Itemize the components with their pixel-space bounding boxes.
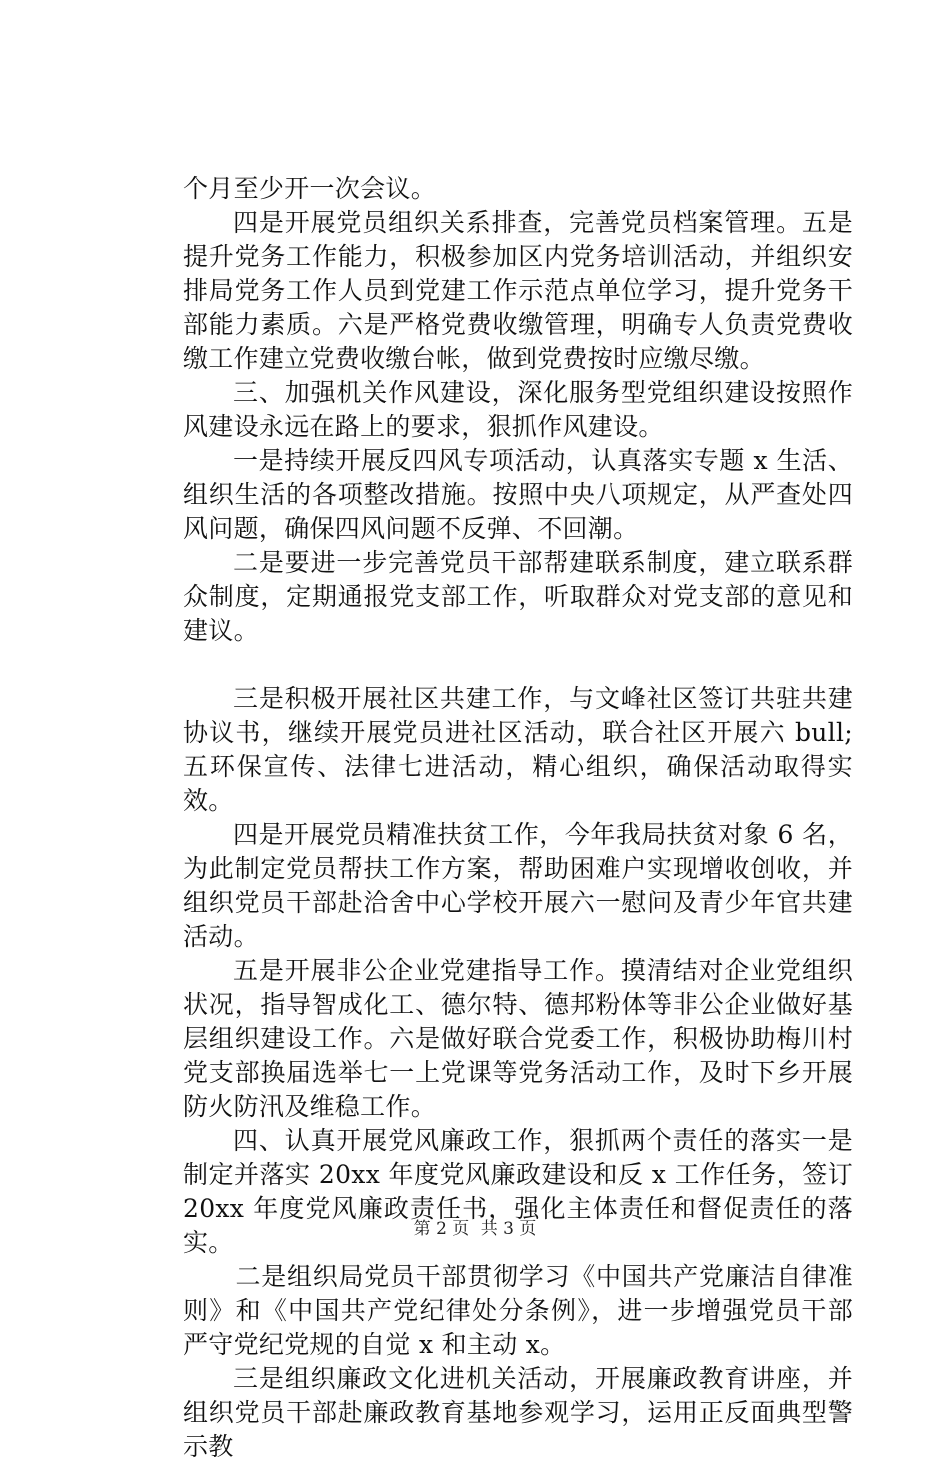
paragraph: 二是组织局党员干部贯彻学习《中国共产党廉洁自律准则》和《中国共产党纪律处分条例》，进一步增强党员干部严守党纪党规的自觉 x 和主动 x。	[183, 1262, 853, 1359]
paragraph: 三是组织廉政文化进机关活动，开展廉政教育讲座，并组织党员干部赴廉政教育基地参观学习，运用正反面典型警示教	[183, 1364, 853, 1461]
page-footer	[0, 1218, 950, 1240]
paragraph-gap	[183, 648, 853, 682]
paragraph: 四是开展党员精准扶贫工作，今年我局扶贫对象 6 名，为此制定党员帮扶工作方案，帮助困难户实现增收创收，并组织党员干部赴洽舍中心学校开展六一慰问及青少年官共建活动。	[183, 820, 853, 951]
paragraph: 三、加强机关作风建设，深化服务型党组织建设按照作风建设永远在路上的要求，狠抓作风建设。	[183, 378, 853, 441]
page-number: 第 2 页	[413, 1219, 470, 1239]
page-total: 共 3 页	[480, 1219, 537, 1239]
paragraph: 四、认真开展党风廉政工作，狠抓两个责任的落实一是制定并落实 20xx 年度党风廉政建设和反 x 工作任务，签订 20xx 年度党风廉政责任书，强化主体责任和督促责任的落实。	[183, 1126, 853, 1257]
paragraph: 四是开展党员组织关系排查，完善党员档案管理。五是提升党务工作能力，积极参加区内党务培训活动，并组织安排局党务工作人员到党建工作示范点单位学习，提升党务干部能力素质。六是严格党费收缴管理，明确专人负责党费收缴工作建立党费收缴台帐，做到党费按时应缴尽缴。	[183, 208, 853, 373]
paragraph: 三是积极开展社区共建工作，与文峰社区签订共驻共建协议书，继续开展党员进社区活动，联合社区开展六 bull;五环保宣传、法律七进活动，精心组织，确保活动取得实效。	[183, 684, 853, 815]
document-body	[183, 172, 853, 1464]
paragraph: 一是持续开展反四风专项活动，认真落实专题 x 生活、组织生活的各项整改措施。按照中央八项规定，从严查处四风问题，确保四风问题不反弹、不回潮。	[183, 446, 853, 543]
paragraph: 二是要进一步完善党员干部帮建联系制度，建立联系群众制度，定期通报党支部工作，听取群众对党支部的意见和建议。	[183, 548, 853, 645]
paragraph: 五是开展非公企业党建指导工作。摸清结对企业党组织状况，指导智成化工、德尔特、德邦粉体等非公企业做好基层组织建设工作。六是做好联合党委工作，积极协助梅川村党支部换届选举七一上党课等党务活动工作，及时下乡开展防火防汛及维稳工作。	[183, 956, 853, 1121]
paragraph: 个月至少开一次会议。	[183, 174, 437, 203]
